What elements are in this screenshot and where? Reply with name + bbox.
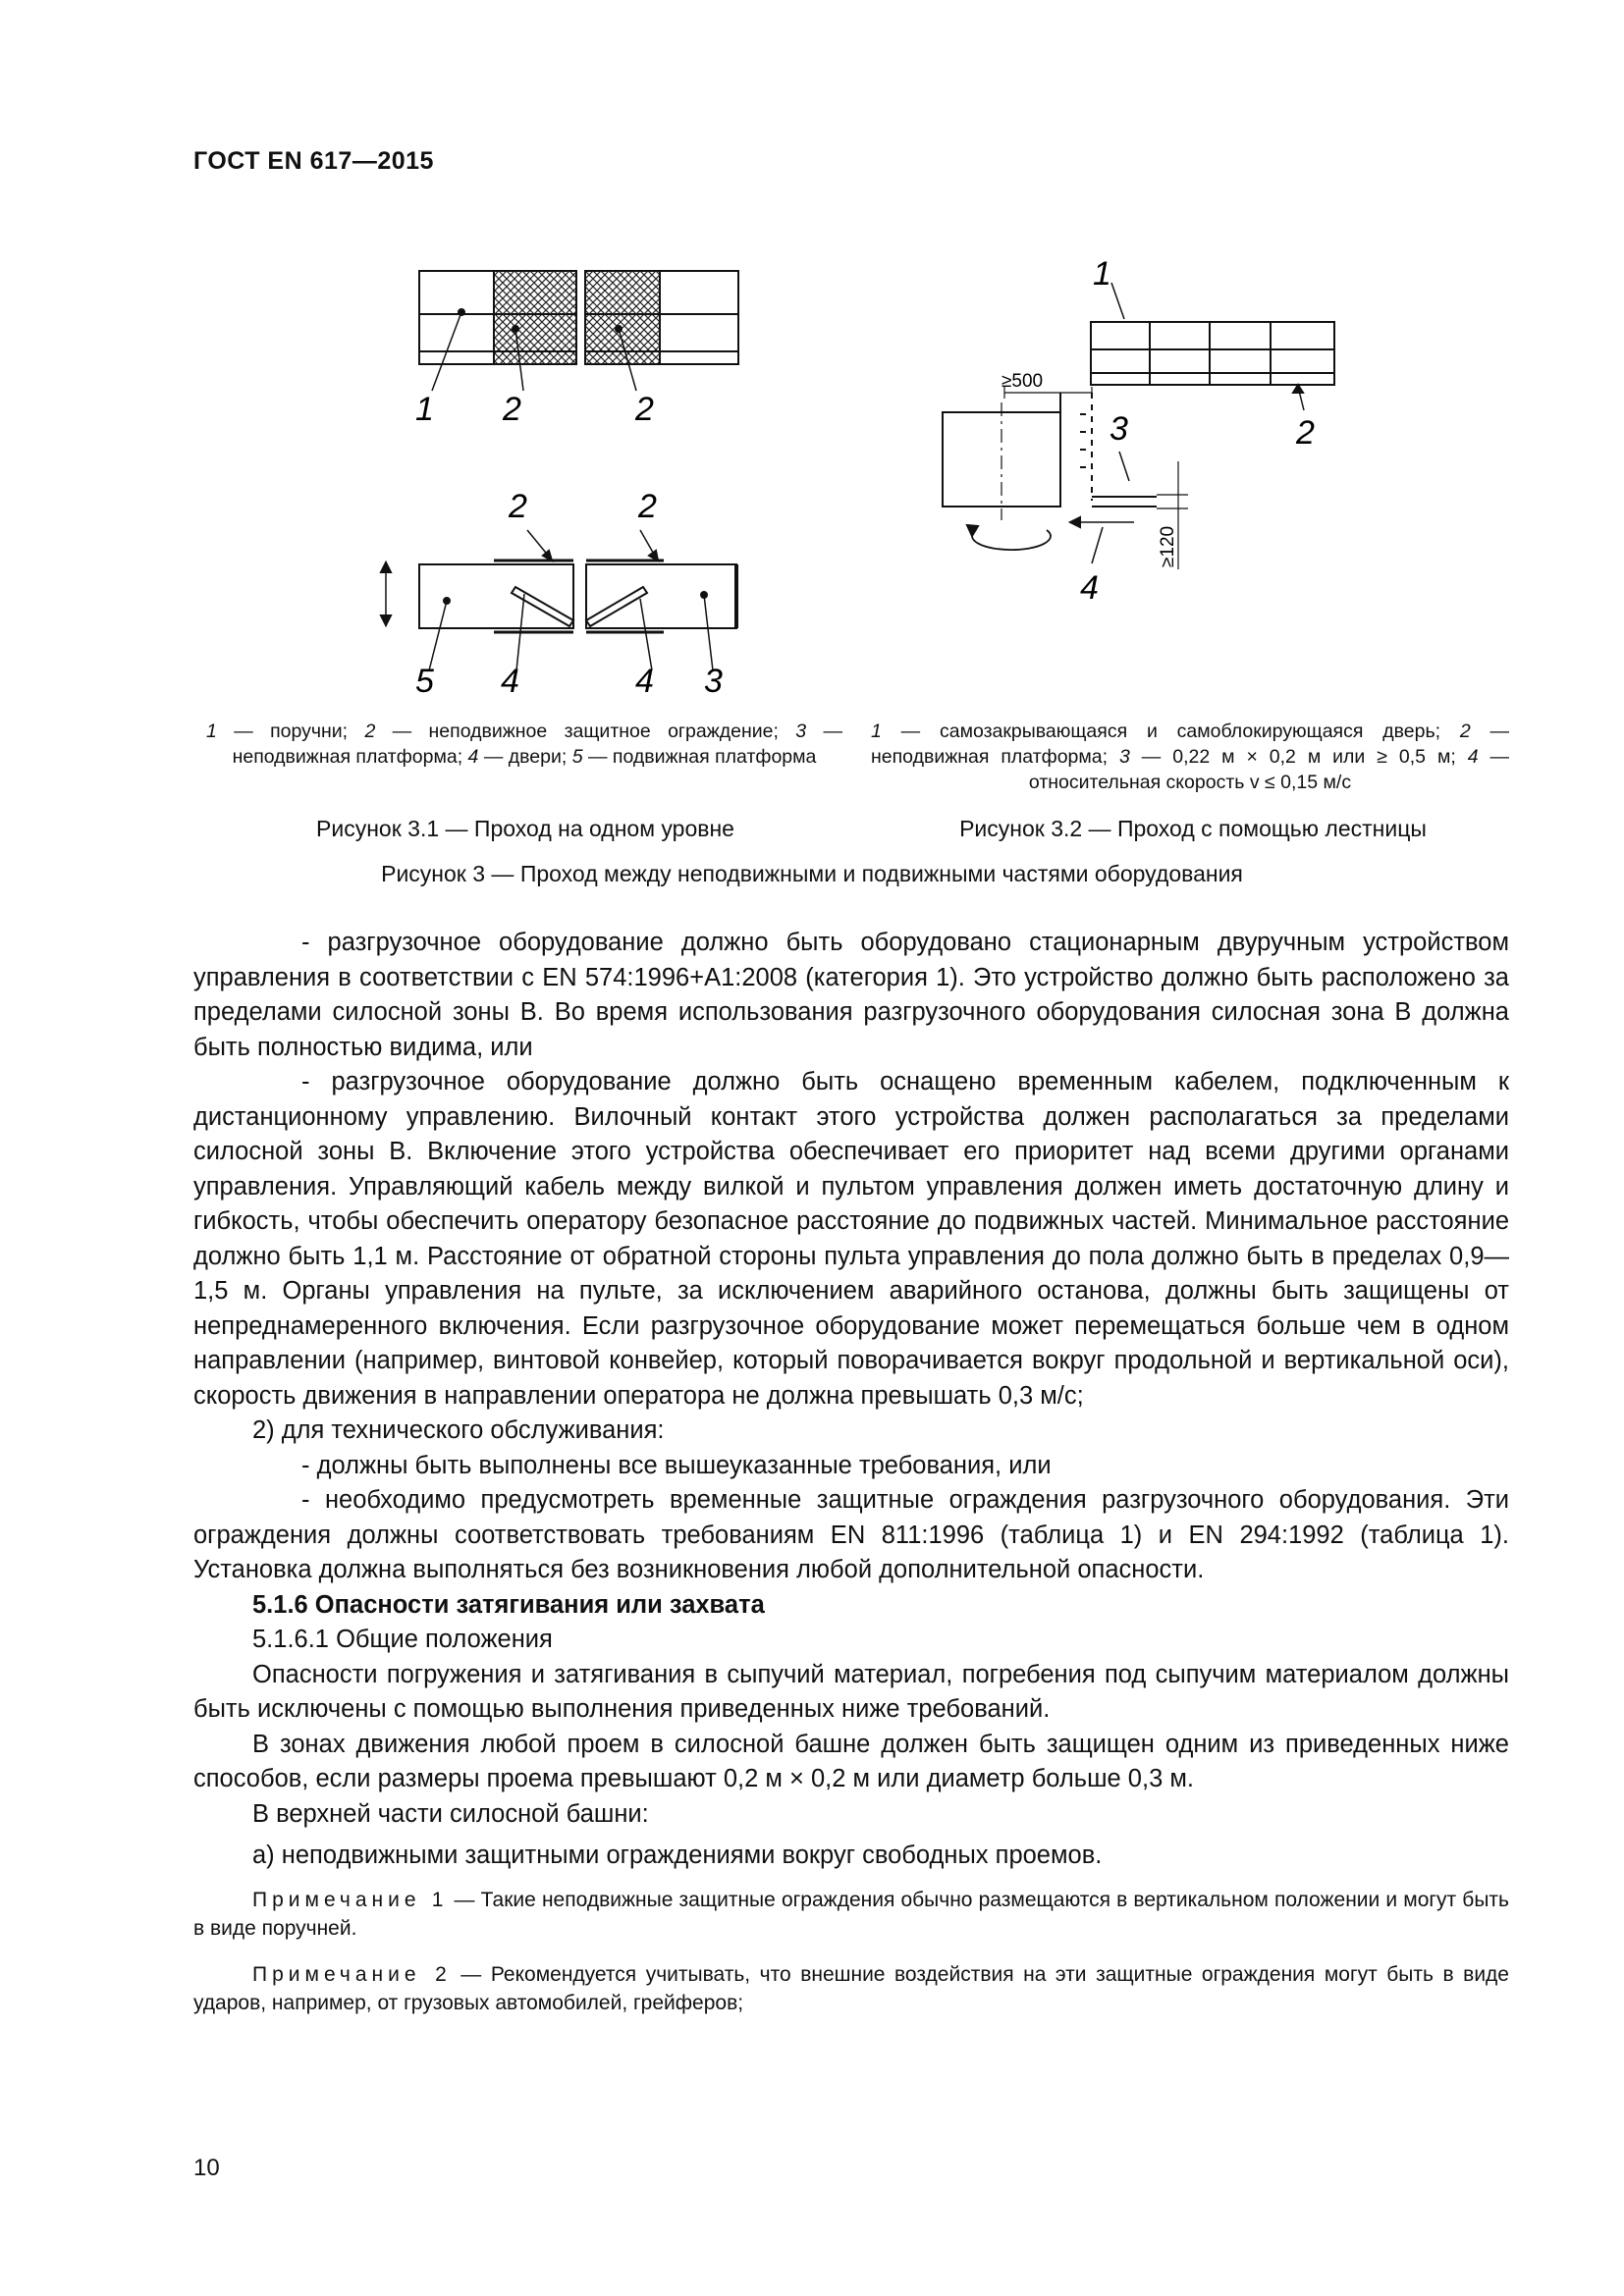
fig32-label-4: 4 [1080,569,1099,607]
fig32-label-2: 2 [1296,414,1315,452]
subsection-heading: 5.1.6.1 Общие положения [252,1626,553,1653]
fig32-drawing [943,283,1334,569]
fig31-label-2a: 2 [503,391,521,428]
list-item: а) неподвижными защитными ограждениями вокруг свободных проемов. [252,1842,1103,1869]
fig31-label-1: 1 [415,391,434,428]
paragraph: - разгрузочное оборудование должно быть оборудовано стационарным двуручным устройством управления в соответствии с EN 574:1996+A1:2008 (категория 1). Это устройство должно быть расположено за пределами силосной зоны B. Во время использования разгрузочного оборудования силосная зона B должна быть полностью видима, или [193,929,1509,1061]
fig31-label-5: 5 [415,663,434,700]
paragraph: 2) для технического обслуживания: [252,1416,665,1444]
fig31-legend: 1 — поручни; 2 — неподвижное защитное ограждение; 3 — неподвижная платформа; 4 — двери; 5 — подвижная платформа [206,721,842,768]
document-header: ГОСТ EN 617—2015 [193,147,434,175]
fig32-dim-120: ≥120 [1158,525,1178,567]
fig31-label-2d: 2 [638,488,657,525]
fig31-caption: Рисунок 3.1 — Проход на одном уровне [316,816,734,841]
paragraph: - необходимо предусмотреть временные защитные ограждения разгрузочного оборудования. Эти ограждения должны соответствовать требованиям EN 811:1996 (таблица 1) и EN 294:1992 (таблица 1). Установка должна выполняться без возникновения любой дополнительной опасности. [193,1486,1509,1583]
fig31-label-3: 3 [704,663,723,700]
paragraph: В верхней части силосной башни: [252,1799,649,1828]
figure-3-drawing [0,0,1624,825]
fig32-label-1: 1 [1093,255,1111,293]
paragraph: В зонах движения любой проем в силосной башне должен быть защищен одним из приведенных ниже способов, если размеры проема превышают 0,2 м × 0,2 м или диаметр больше 0,3 м. [193,1730,1509,1792]
fig31-label-2c: 2 [509,488,527,525]
fig31-label-4b: 4 [635,663,654,700]
paragraph: - должны быть выполнены все вышеуказанные требования, или [301,1451,1052,1479]
page-number: 10 [193,2155,220,2181]
fig32-legend: 1 — самозакрывающаяся и самоблокирующаяся дверь; 2 — неподвижная платформа; 3 — 0,22 м × 0,2 м или ≥ 0,5 м; 4 — относительная скорость v ≤ 0,15 м/с [871,721,1509,793]
fig32-label-3: 3 [1110,410,1128,448]
fig31-side-view [381,530,736,670]
note-2: Примечание 2 — Рекомендуется учитывать, что внешние воздействия на эти защитные ограждения могут быть в виде ударов, например, от грузовых автомобилей, грейферов; [193,1962,1509,2014]
fig31-label-4a: 4 [501,663,519,700]
fig31-label-2b: 2 [635,391,654,428]
fig32-dim-500: ≥500 [1001,371,1044,392]
body-text [193,926,1509,2017]
fig31-plan-view [419,271,738,391]
figure-3-caption: Рисунок 3 — Проход между неподвижными и подвижными частями оборудования [381,861,1243,886]
section-heading: 5.1.6 Опасности затягивания или захвата [252,1590,765,1619]
paragraph: Опасности погружения и затягивания в сыпучий материал, погребения под сыпучим материалом должны быть исключены с помощью выполнения приведенных ниже требований. [193,1660,1509,1723]
paragraph: - разгрузочное оборудование должно быть оснащено временным кабелем, подключенным к дистанционному управлению. Вилочный контакт этого устройства должен располагаться за пределами силосной зоны B. Включение этого устройства обеспечивает его приоритет над всеми другими органами управления. Управляющий кабель между вилкой и пультом управления должен иметь достаточную длину и гибкость, чтобы обеспечить оператору безопасное расстояние до подвижных частей. Минимальное расстояние должно быть 1,1 м. Расстояние от обратной стороны пульта управления до пола должно быть в пределах 0,9—1,5 м. Органы управления на пульте, за исключением аварийного останова, должны быть защищены от непреднамеренного включения. Если разгрузочное оборудование может перемещаться больше чем в одном направлении (например, винтовой конвейер, который поворачивается вокруг продольной и вертикальной оси), скорость движения в направлении оператора не должна превышать 0,3 м/с; [193,1068,1509,1410]
note-1: Примечание 1 — Такие неподвижные защитные ограждения обычно размещаются в вертикальном положении и могут быть в виде поручней. [193,1888,1509,1940]
fig32-caption: Рисунок 3.2 — Проход с помощью лестницы [959,816,1427,841]
